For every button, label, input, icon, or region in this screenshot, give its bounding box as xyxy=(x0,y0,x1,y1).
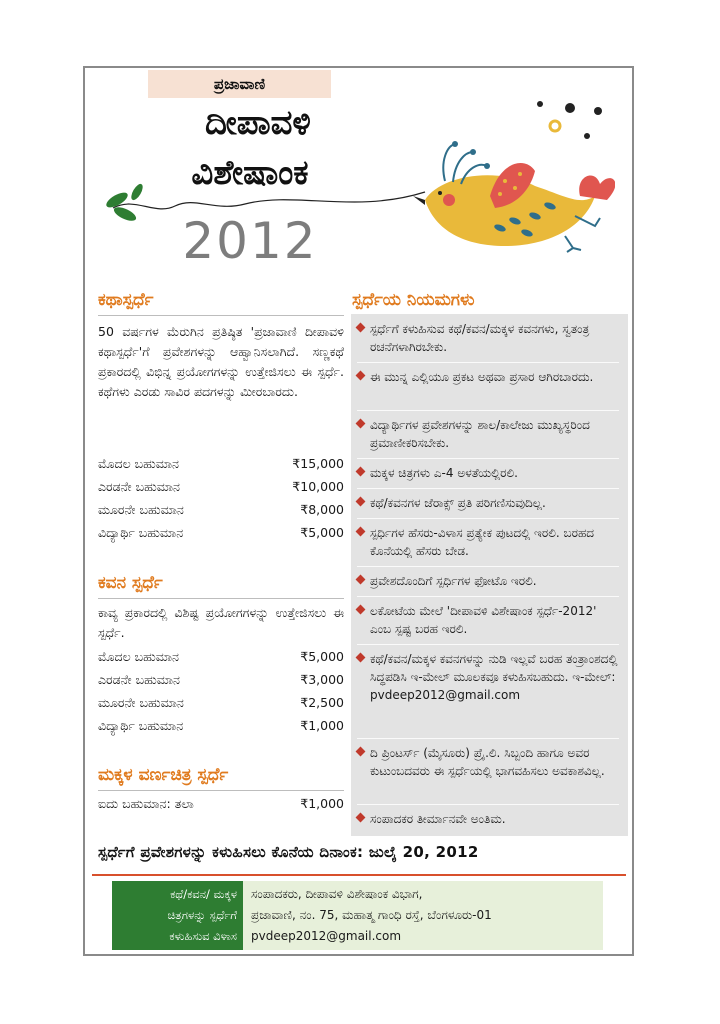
bullet-icon xyxy=(356,467,366,477)
rule-item: ಪ್ರವೇಶದೊಂದಿಗೆ ಸ್ಪರ್ಧಿಗಳ ಫೋಟೊ ಇರಲಿ. xyxy=(357,572,619,590)
rule-item: ಕಥೆ/ಕವನಗಳ ಜೆರಾಕ್ಸ್ ಪ್ರತಿ ಪರಿಗಣಿಸುವುದಿಲ್ಲ. xyxy=(357,494,619,512)
prize-row xyxy=(98,479,344,499)
bullet-icon xyxy=(356,653,366,663)
year: 2012 xyxy=(182,212,318,270)
email-address: pvdeep2012@gmail.com xyxy=(251,929,402,943)
prize-label: ಎರಡನೇ ಬಹುಮಾನ xyxy=(98,479,180,494)
rule-item: ಲಕೋಟೆಯ ಮೇಲೆ 'ದೀಪಾವಳಿ ವಿಶೇಷಾಂಕ ಸ್ಪರ್ಧೆ-2012' ಎಂಬ ಸ್ಪಷ್ಟ ಬರಹ ಇರಲಿ. xyxy=(357,602,619,638)
prize-row xyxy=(98,796,344,816)
title-deepavali: ದೀಪಾವಳಿ xyxy=(205,103,311,143)
newspaper-masthead: ಪ್ರಜಾವಾಣಿ xyxy=(148,70,331,98)
poem-contest-description: ಕಾವ್ಯ ಪ್ರಕಾರದಲ್ಲಿ ವಿಶಿಷ್ಟ ಪ್ರಯೋಗಗಳನ್ನು ಉತ್ತೇಜಿಸಲು ಈ ಸ್ಪರ್ಧೆ. xyxy=(98,605,344,640)
prize-row xyxy=(98,456,344,476)
kids-art-contest-heading: ಮಕ್ಕಳ ವರ್ಣಚಿತ್ರ ಸ್ಪರ್ಧೆ xyxy=(98,765,228,785)
address-line: ಸಂಪಾದಕರು, ದೀಪಾವಳಿ ವಿಶೇಷಾಂಕ ವಿಭಾಗ, xyxy=(251,887,423,901)
bullet-icon xyxy=(356,605,366,615)
bird-icon xyxy=(413,141,615,252)
story-contest-heading: ಕಥಾಸ್ಪರ್ಧೆ xyxy=(98,290,153,310)
prize-label: ವಿದ್ಯಾರ್ಥಿ ಬಹುಮಾನ xyxy=(98,718,184,733)
last-date-banner: ಸ್ಪರ್ಧೆಗೆ ಪ್ರವೇಶಗಳನ್ನು ಕಳುಹಿಸಲು ಕೊನೆಯ ದಿನಾಂಕ: ಜುಲೈ 20, 2012 xyxy=(98,843,479,861)
prize-label: ಮೂರನೇ ಬಹುಮಾನ xyxy=(98,695,184,710)
rule-item: ದಿ ಪ್ರಿಂಟರ್ಸ್ (ಮೈಸೂರು) ಪ್ರೈ.ಲಿ. ಸಿಬ್ಬಂದಿ ಹಾಗೂ ಅವರ ಕುಟುಂಬದವರು ಈ ಸ್ಪರ್ಧೆಯಲ್ಲಿ ಭಾಗವಹಿಸಲು ಅವಕಾಶವಿಲ್ಲ. xyxy=(357,744,619,798)
bullet-icon xyxy=(356,497,366,507)
prize-row xyxy=(98,649,344,669)
prize-label: ವಿದ್ಯಾರ್ಥಿ ಬಹುಮಾನ xyxy=(98,525,184,540)
prize-row xyxy=(98,718,344,738)
rule-item: ಮಕ್ಕಳ ಚಿತ್ರಗಳು ಎ-4 ಅಳತೆಯಲ್ಲಿರಲಿ. xyxy=(357,464,619,482)
address-label: ಕಥೆ/ಕವನ/ ಮಕ್ಕಳ ಚಿತ್ರಗಳನ್ನು ಸ್ಪರ್ಧೆಗೆ ಕಳುಹಿಸುವ ವಿಳಾಸ xyxy=(112,881,243,950)
prize-label: ಐದು ಬಹುಮಾನ: ತಲಾ xyxy=(98,796,194,811)
rule-item: ಕಥೆ/ಕವನ/ಮಕ್ಕಳ ಕವನಗಳನ್ನು ನುಡಿ ಇಲ್ಲವೆ ಬರಹ ತಂತ್ರಾಂಶದಲ್ಲಿ ಸಿದ್ಧಪಡಿಸಿ ಇ-ಮೇಲ್ ಮೂಲಕವೂ ಕಳುಹಿಸಬಹುದು. ಇ-ಮೇಲ್: pvdeep2012@gmail.com xyxy=(357,650,619,722)
divider xyxy=(92,874,626,876)
bullet-icon xyxy=(356,747,366,757)
prize-row xyxy=(98,502,344,522)
bullet-icon xyxy=(356,371,366,381)
prize-amount: ₹1,000 xyxy=(300,718,344,733)
bullet-icon xyxy=(356,323,366,333)
rules-heading: ಸ್ಪರ್ಧೆಯ ನಿಯಮಗಳು xyxy=(352,290,475,310)
bullet-icon xyxy=(356,419,366,429)
prize-label: ಮೊದಲ ಬಹುಮಾನ xyxy=(98,456,179,471)
bullet-icon xyxy=(356,575,366,585)
leaf-icon xyxy=(104,190,130,211)
prize-label: ಮೊದಲ ಬಹುಮಾನ xyxy=(98,649,179,664)
prize-amount: ₹15,000 xyxy=(292,456,344,471)
prize-amount: ₹1,000 xyxy=(300,796,344,811)
address-line: ಪ್ರಜಾವಾಣಿ, ನಂ. 75, ಮಹಾತ್ಮ ಗಾಂಧಿ ರಸ್ತೆ, ಬೆಂಗಳೂರು-01 xyxy=(251,908,492,922)
rule-item: ವಿದ್ಯಾರ್ಥಿಗಳ ಪ್ರವೇಶಗಳನ್ನು ಶಾಲ/ಕಾಲೇಜು ಮುಖ್ಯಸ್ಥರಿಂದ ಪ್ರಮಾಣೀಕರಿಸಬೇಕು. xyxy=(357,416,619,452)
prize-amount: ₹2,500 xyxy=(300,695,344,710)
bullet-icon xyxy=(356,527,366,537)
prize-row xyxy=(98,695,344,715)
rules-box xyxy=(351,314,628,836)
rule-item: ಈ ಮುನ್ನ ಎಲ್ಲಿಯೂ ಪ್ರಕಟ ಅಥವಾ ಪ್ರಸಾರ ಆಗಿರಬಾರದು. xyxy=(357,368,619,404)
prize-amount: ₹5,000 xyxy=(300,649,344,664)
prize-amount: ₹3,000 xyxy=(300,672,344,687)
prize-amount: ₹5,000 xyxy=(300,525,344,540)
prize-row xyxy=(98,525,344,545)
prize-label: ಮೂರನೇ ಬಹುಮಾನ xyxy=(98,502,184,517)
title-special-issue: ವಿಶೇಷಾಂಕ xyxy=(191,153,309,193)
prize-amount: ₹8,000 xyxy=(300,502,344,517)
rule-item: ಸ್ಪರ್ಧೆಗೆ ಕಳುಹಿಸುವ ಕಥೆ/ಕವನ/ಮಕ್ಕಳ ಕವನಗಳು, ಸ್ವತಂತ್ರ ರಚನೆಗಳಾಗಿರಬೇಕು. xyxy=(357,320,619,356)
prize-row xyxy=(98,672,344,692)
story-contest-description: 50 ವರ್ಷಗಳ ಮೆರುಗಿನ ಪ್ರತಿಷ್ಠಿತ 'ಪ್ರಜಾವಾಣಿ ದೀಪಾವಳಿ ಕಥಾಸ್ಪರ್ಧೆ'ಗೆ ಪ್ರವೇಶಗಳನ್ನು ಆಹ್ವಾನಿಸಲಾಗಿದೆ. ಸಣ್ಣಕಥೆ ಪ್ರಕಾರದಲ್ಲಿ ವಿಭಿನ್ನ ಪ್ರಯೋಗಗಳನ್ನು ಉತ್ತೇಜಿಸಲು ಈ ಸ್ಪರ್ಧೆ. ಕಥೆಗಳು ಎರಡು ಸಾವಿರ ಪದಗಳನ್ನು ಮೀರಬಾರದು. xyxy=(98,324,344,399)
bullet-icon xyxy=(356,813,366,823)
poem-contest-heading: ಕವನ ಸ್ಪರ್ಧೆ xyxy=(98,573,163,593)
prize-label: ಎರಡನೇ ಬಹುಮಾನ xyxy=(98,672,180,687)
prize-amount: ₹10,000 xyxy=(292,479,344,494)
rule-item: ಸ್ಪರ್ಧಿಗಳ ಹೆಸರು-ವಿಳಾಸ ಪ್ರತ್ಯೇಕ ಪುಟದಲ್ಲಿ ಇರಲಿ. ಬರಹದ ಕೊನೆಯಲ್ಲಿ ಹೆಸರು ಬೇಡ. xyxy=(357,524,619,560)
leaf-icon xyxy=(112,204,138,223)
rule-item: ಸಂಪಾದಕರ ತೀರ್ಮಾನವೇ ಅಂತಿಮ. xyxy=(357,810,619,828)
address-box xyxy=(243,881,603,950)
